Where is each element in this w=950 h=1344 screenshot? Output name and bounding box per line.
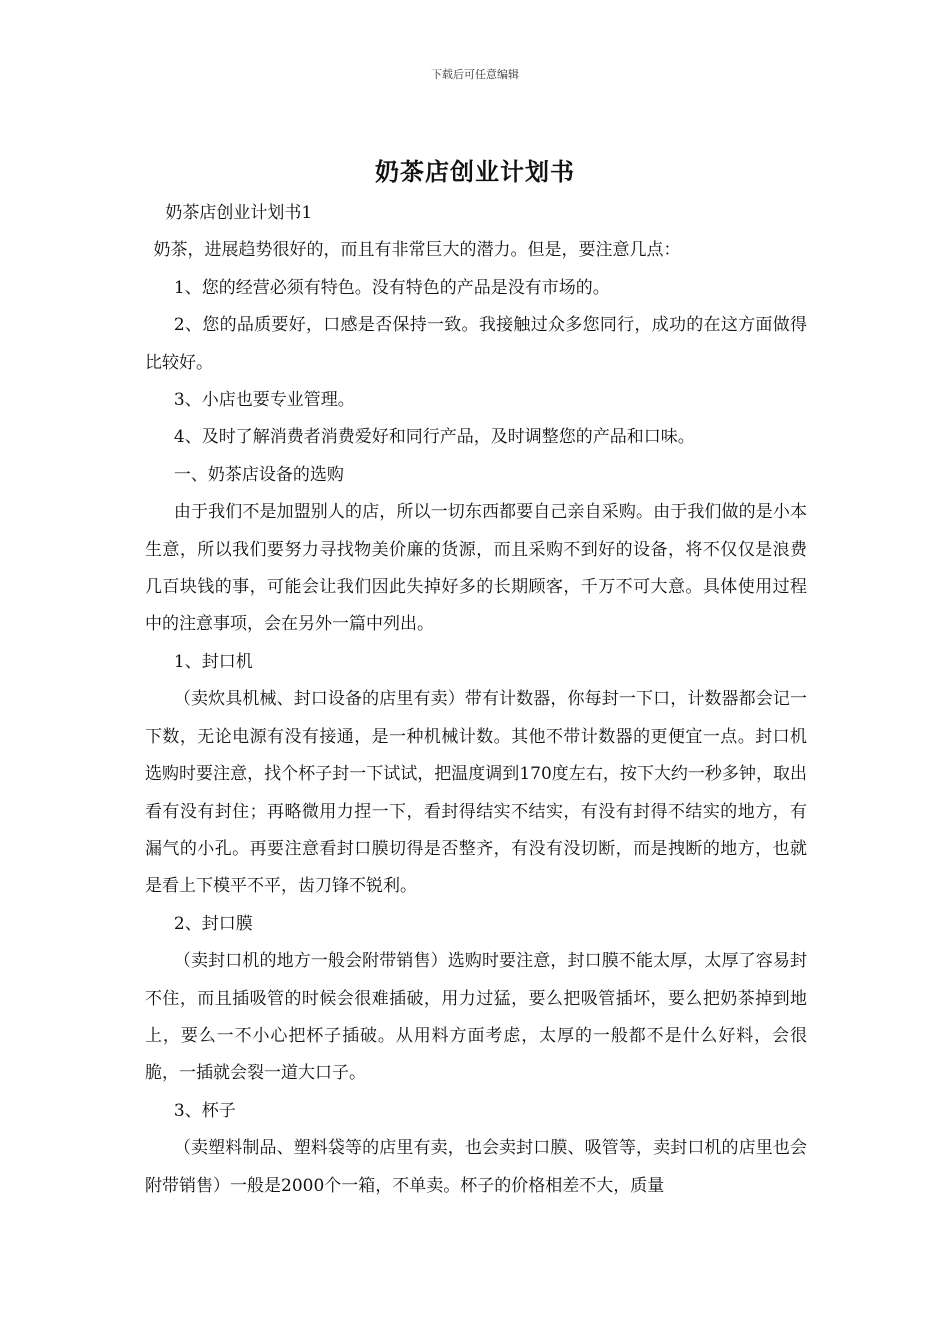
item-heading-sealer: 1、封口机 [173, 651, 253, 672]
point-1-paragraph: 1、您的经营必须有特色。没有特色的产品是没有市场的。 [173, 277, 610, 298]
document-title: 奶茶店创业计划书 [375, 157, 575, 186]
item-heading-sealing-film: 2、封口膜 [173, 913, 253, 934]
section-heading-equipment: 一、奶茶店设备的选购 [173, 464, 344, 485]
subtitle-paragraph: 奶茶店创业计划书1 [165, 203, 313, 223]
document-body [145, 195, 807, 1205]
point-2-paragraph: 2、您的品质要好，口感是否保持一致。我接触过众多您同行，成功的在这方面做得比较好。 [145, 315, 807, 373]
equipment-intro-paragraph: 由于我们不是加盟别人的店，所以一切东西都要自己亲自采购。由于我们做的是小本生意，所以我们要努力寻找物美价廉的货源，而且采购不到好的设备，将不仅仅是浪费几百块钱的事，可能会让我们因此失掉好多的长期顾客，千万不可大意。具体使用过程中的注意事项，会在另外一篇中列出。 [145, 502, 807, 635]
point-4-paragraph: 4、及时了解消费者消费爱好和同行产品，及时调整您的产品和口味。 [173, 427, 695, 448]
sealer-paragraph: （卖炊具机械、封口设备的店里有卖）带有计数器，你每封一下口，计数器都会记一下数，无论电源有没有接通，是一种机械计数。其他不带计数器的更便宜一点。封口机选购时要注意，找个杯子封一下试试，把温度调到170度左右，按下大约一秒多钟，取出看有没有封住；再略微用力捏一下，看封得结实不结实，有没有封得不结实的地方，有漏气的小孔。再要注意看封口膜切得是否整齐，有没有没切断，而是拽断的地方，也就是看上下模平不平，齿刀锋不锐利。 [145, 689, 807, 897]
point-3-paragraph: 3、小店也要专业管理。 [173, 390, 355, 411]
cups-paragraph: （卖塑料制品、塑料袋等的店里有卖，也会卖封口膜、吸管等，卖封口机的店里也会附带销售）一般是2000个一箱，不单卖。杯子的价格相差不大，质量 [145, 1138, 807, 1196]
intro-paragraph: 奶茶，进展趋势很好的，而且有非常巨大的潜力。但是，要注意几点： [153, 240, 681, 261]
header-note: 下载后可任意编辑 [431, 68, 519, 81]
item-heading-cups: 3、杯子 [173, 1100, 236, 1121]
sealing-film-paragraph: （卖封口机的地方一般会附带销售）选购时要注意，封口膜不能太厚，太厚了容易封不住，而且插吸管的时候会很难插破，用力过猛，要么把吸管插坏，要么把奶茶掉到地上，要么一不小心把杯子插破。从用料方面考虑，太厚的一般都不是什么好料，会很脆，一插就会裂一道大口子。 [145, 951, 807, 1084]
